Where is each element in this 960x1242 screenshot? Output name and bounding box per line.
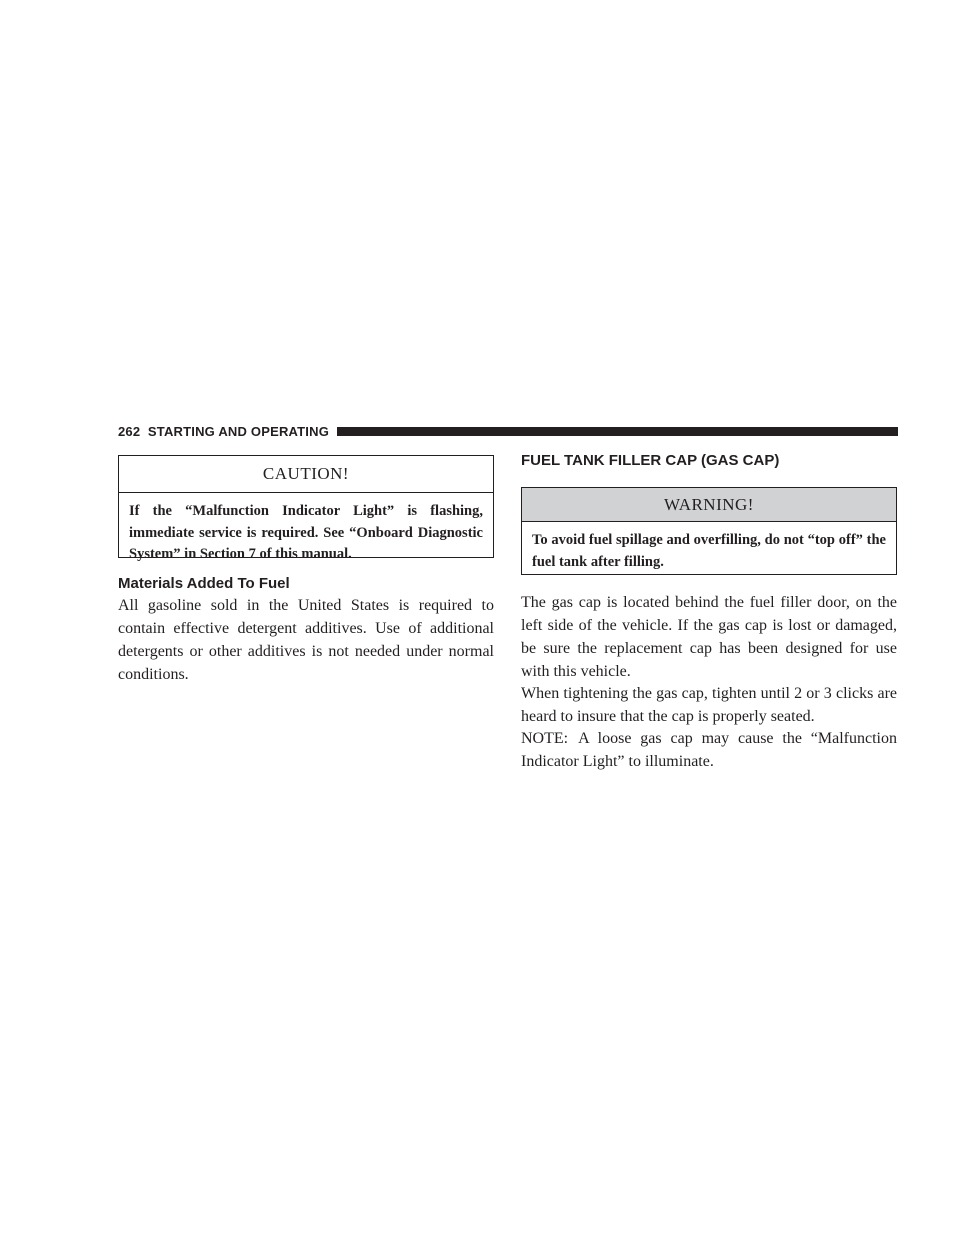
header-rule (337, 427, 898, 436)
gas-cap-tightening-text: When tightening the gas cap, tighten until 2 or 3 clicks are heard to insure that the cap is properly seated. (521, 685, 897, 725)
page-header-text (118, 424, 329, 439)
warning-title: WARNING! (522, 488, 896, 522)
note-label: NOTE: (521, 730, 569, 747)
materials-heading: Materials Added To Fuel (118, 575, 290, 592)
section-title: STARTING AND OPERATING (147, 423, 330, 439)
warning-body: To avoid fuel spillage and overfilling, do not “top off” the fuel tank after filling. (532, 532, 886, 570)
gas-cap-heading: FUEL TANK FILLER CAP (GAS CAP) (521, 452, 780, 469)
page-header (118, 420, 898, 442)
gas-cap-location-text: The gas cap is located behind the fuel filler door, on the left side of the vehicle. If the gas cap is lost or damaged, be sure the replacement cap has been designed for use with this vehicle. (521, 594, 897, 680)
caution-body: If the “Malfunction Indicator Light” is flashing, immediate service is required. See “Onboard Diagnostic System” in Section 7 of this manual. (129, 503, 483, 562)
note-paragraph (521, 727, 897, 773)
caution-box (118, 455, 494, 562)
warning-box (521, 487, 897, 575)
caution-title: CAUTION! (119, 456, 493, 493)
materials-text: All gasoline sold in the United States is required to contain effective detergent additives. Use of additional detergents or other additives is not needed under normal conditions. (118, 597, 494, 683)
page-number: 262 (118, 423, 141, 439)
note-text: A loose gas cap may cause the “Malfunction Indicator Light” to illuminate. (521, 730, 897, 770)
